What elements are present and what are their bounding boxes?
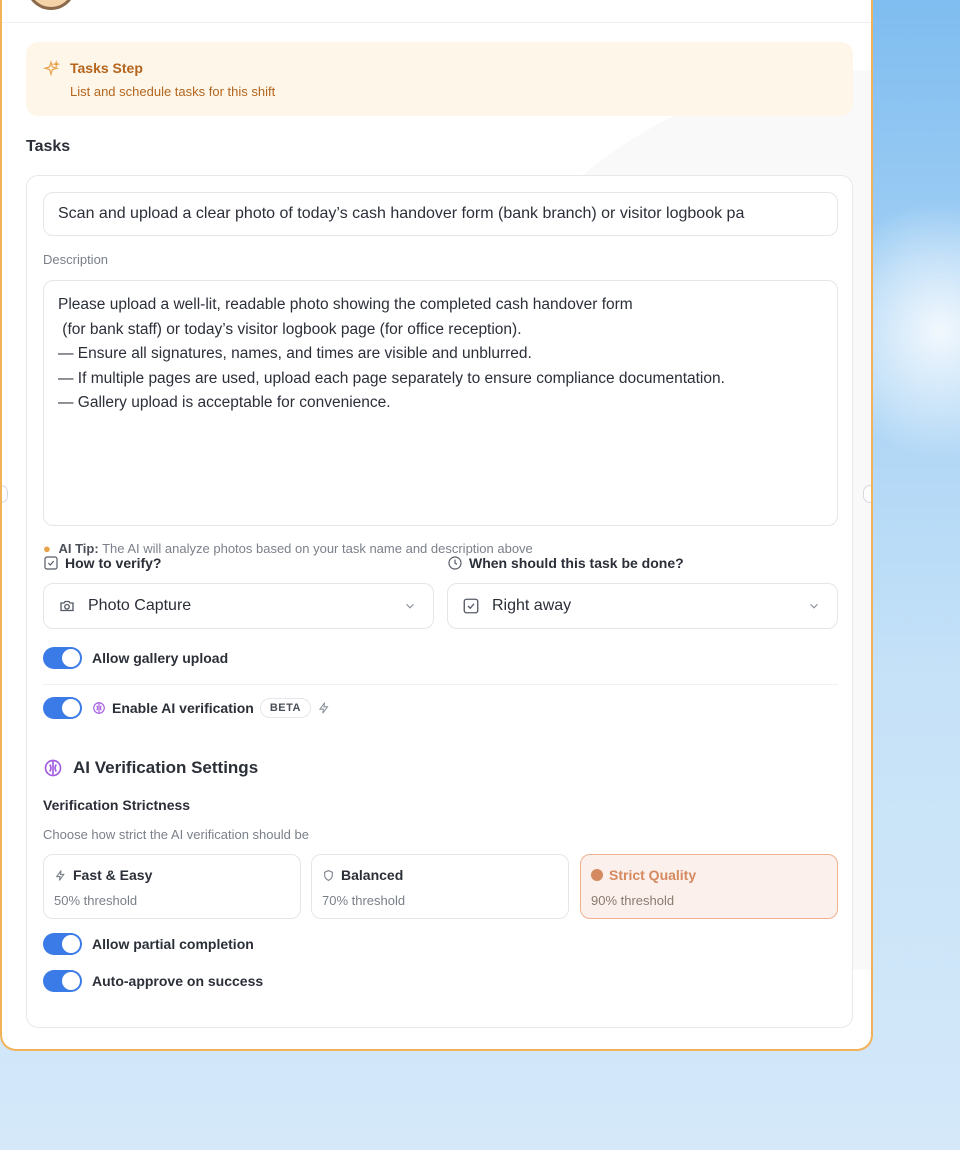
background-swoosh [860, 200, 960, 460]
target-icon [591, 869, 603, 881]
lightning-icon [54, 869, 67, 882]
lightbulb-icon: ● [43, 541, 51, 556]
partial-completion-toggle[interactable] [43, 933, 82, 955]
ai-verification-label: Enable AI verification [112, 700, 254, 716]
sparkle-icon [42, 60, 60, 78]
ai-tip-text: The AI will analyze photos based on your task name and description above [102, 541, 533, 556]
option-label: Balanced [341, 867, 404, 883]
verify-method-value: Photo Capture [88, 597, 192, 614]
when-value: Right away [492, 597, 572, 614]
chevron-down-icon [403, 599, 417, 613]
lightning-icon [317, 701, 331, 715]
clock-icon [447, 555, 463, 571]
ai-settings-title: AI Verification Settings [73, 758, 259, 777]
beta-badge: BETA [260, 698, 311, 718]
when-label: When should this task be done? [469, 555, 684, 571]
task-name-input[interactable]: Scan and upload a clear photo of today’s cash handover form (bank branch) or visitor logbook pa [43, 192, 838, 236]
allow-gallery-row [43, 647, 228, 669]
when-label-row [447, 555, 684, 571]
divider [43, 684, 838, 685]
verify-label: How to verify? [65, 555, 162, 571]
step-title: Tasks Step [70, 60, 143, 76]
ai-verification-label-wrap [92, 698, 331, 718]
partial-completion-row [43, 933, 254, 955]
checkbox-icon [43, 555, 59, 571]
brain-icon [92, 701, 106, 715]
brain-icon [43, 758, 63, 778]
description-line: — If multiple pages are used, upload each page separately to ensure compliance documentation. [58, 369, 725, 387]
description-textarea[interactable] [43, 280, 838, 526]
camera-icon [58, 597, 76, 615]
ai-verification-toggle[interactable] [43, 697, 82, 719]
right-resize-handle[interactable] [863, 485, 873, 503]
description-label: Description [43, 252, 109, 267]
option-threshold: 90% threshold [591, 893, 675, 908]
strictness-option-strict[interactable] [580, 854, 838, 919]
shield-icon [322, 869, 335, 882]
description-line: Please upload a well-lit, readable photo showing the completed cash handover form [58, 296, 633, 313]
strictness-title: Verification Strictness [43, 797, 191, 813]
auto-approve-toggle[interactable] [43, 970, 82, 992]
allow-gallery-toggle[interactable] [43, 647, 82, 669]
left-resize-handle[interactable] [0, 485, 8, 503]
tasks-heading: Tasks [26, 138, 71, 155]
option-label: Strict Quality [609, 867, 697, 883]
checkbox-icon [462, 597, 480, 615]
description-line: (for bank staff) or today’s visitor logbook page (for office reception). [58, 320, 522, 338]
allow-gallery-label: Allow gallery upload [92, 650, 229, 666]
ai-tip-label: AI Tip: [58, 541, 99, 556]
task-card [26, 175, 853, 1028]
option-label: Fast & Easy [73, 867, 153, 883]
auto-approve-row [43, 970, 263, 992]
step-banner [26, 42, 853, 116]
verify-method-select[interactable] [43, 583, 434, 629]
ai-tip [43, 541, 533, 556]
auto-approve-label: Auto-approve on success [92, 973, 264, 989]
description-line: — Ensure all signatures, names, and times are visible and unblurred. [58, 345, 532, 362]
chevron-down-icon [807, 599, 821, 613]
option-threshold: 50% threshold [54, 893, 138, 908]
verify-label-row [43, 555, 161, 571]
when-select[interactable] [447, 583, 838, 629]
option-threshold: 70% threshold [322, 893, 406, 908]
avatar [26, 0, 76, 10]
strictness-subtitle: Choose how strict the AI verification should be [43, 827, 309, 842]
description-line: — Gallery upload is acceptable for convenience. [58, 394, 391, 411]
strictness-option-fast[interactable] [43, 854, 301, 919]
step-subtitle: List and schedule tasks for this shift [70, 84, 276, 99]
strictness-option-balanced[interactable] [311, 854, 569, 919]
ai-settings-title-row [43, 758, 258, 778]
partial-completion-label: Allow partial completion [92, 936, 254, 952]
ai-verification-row [43, 697, 331, 719]
top-divider [2, 22, 871, 23]
